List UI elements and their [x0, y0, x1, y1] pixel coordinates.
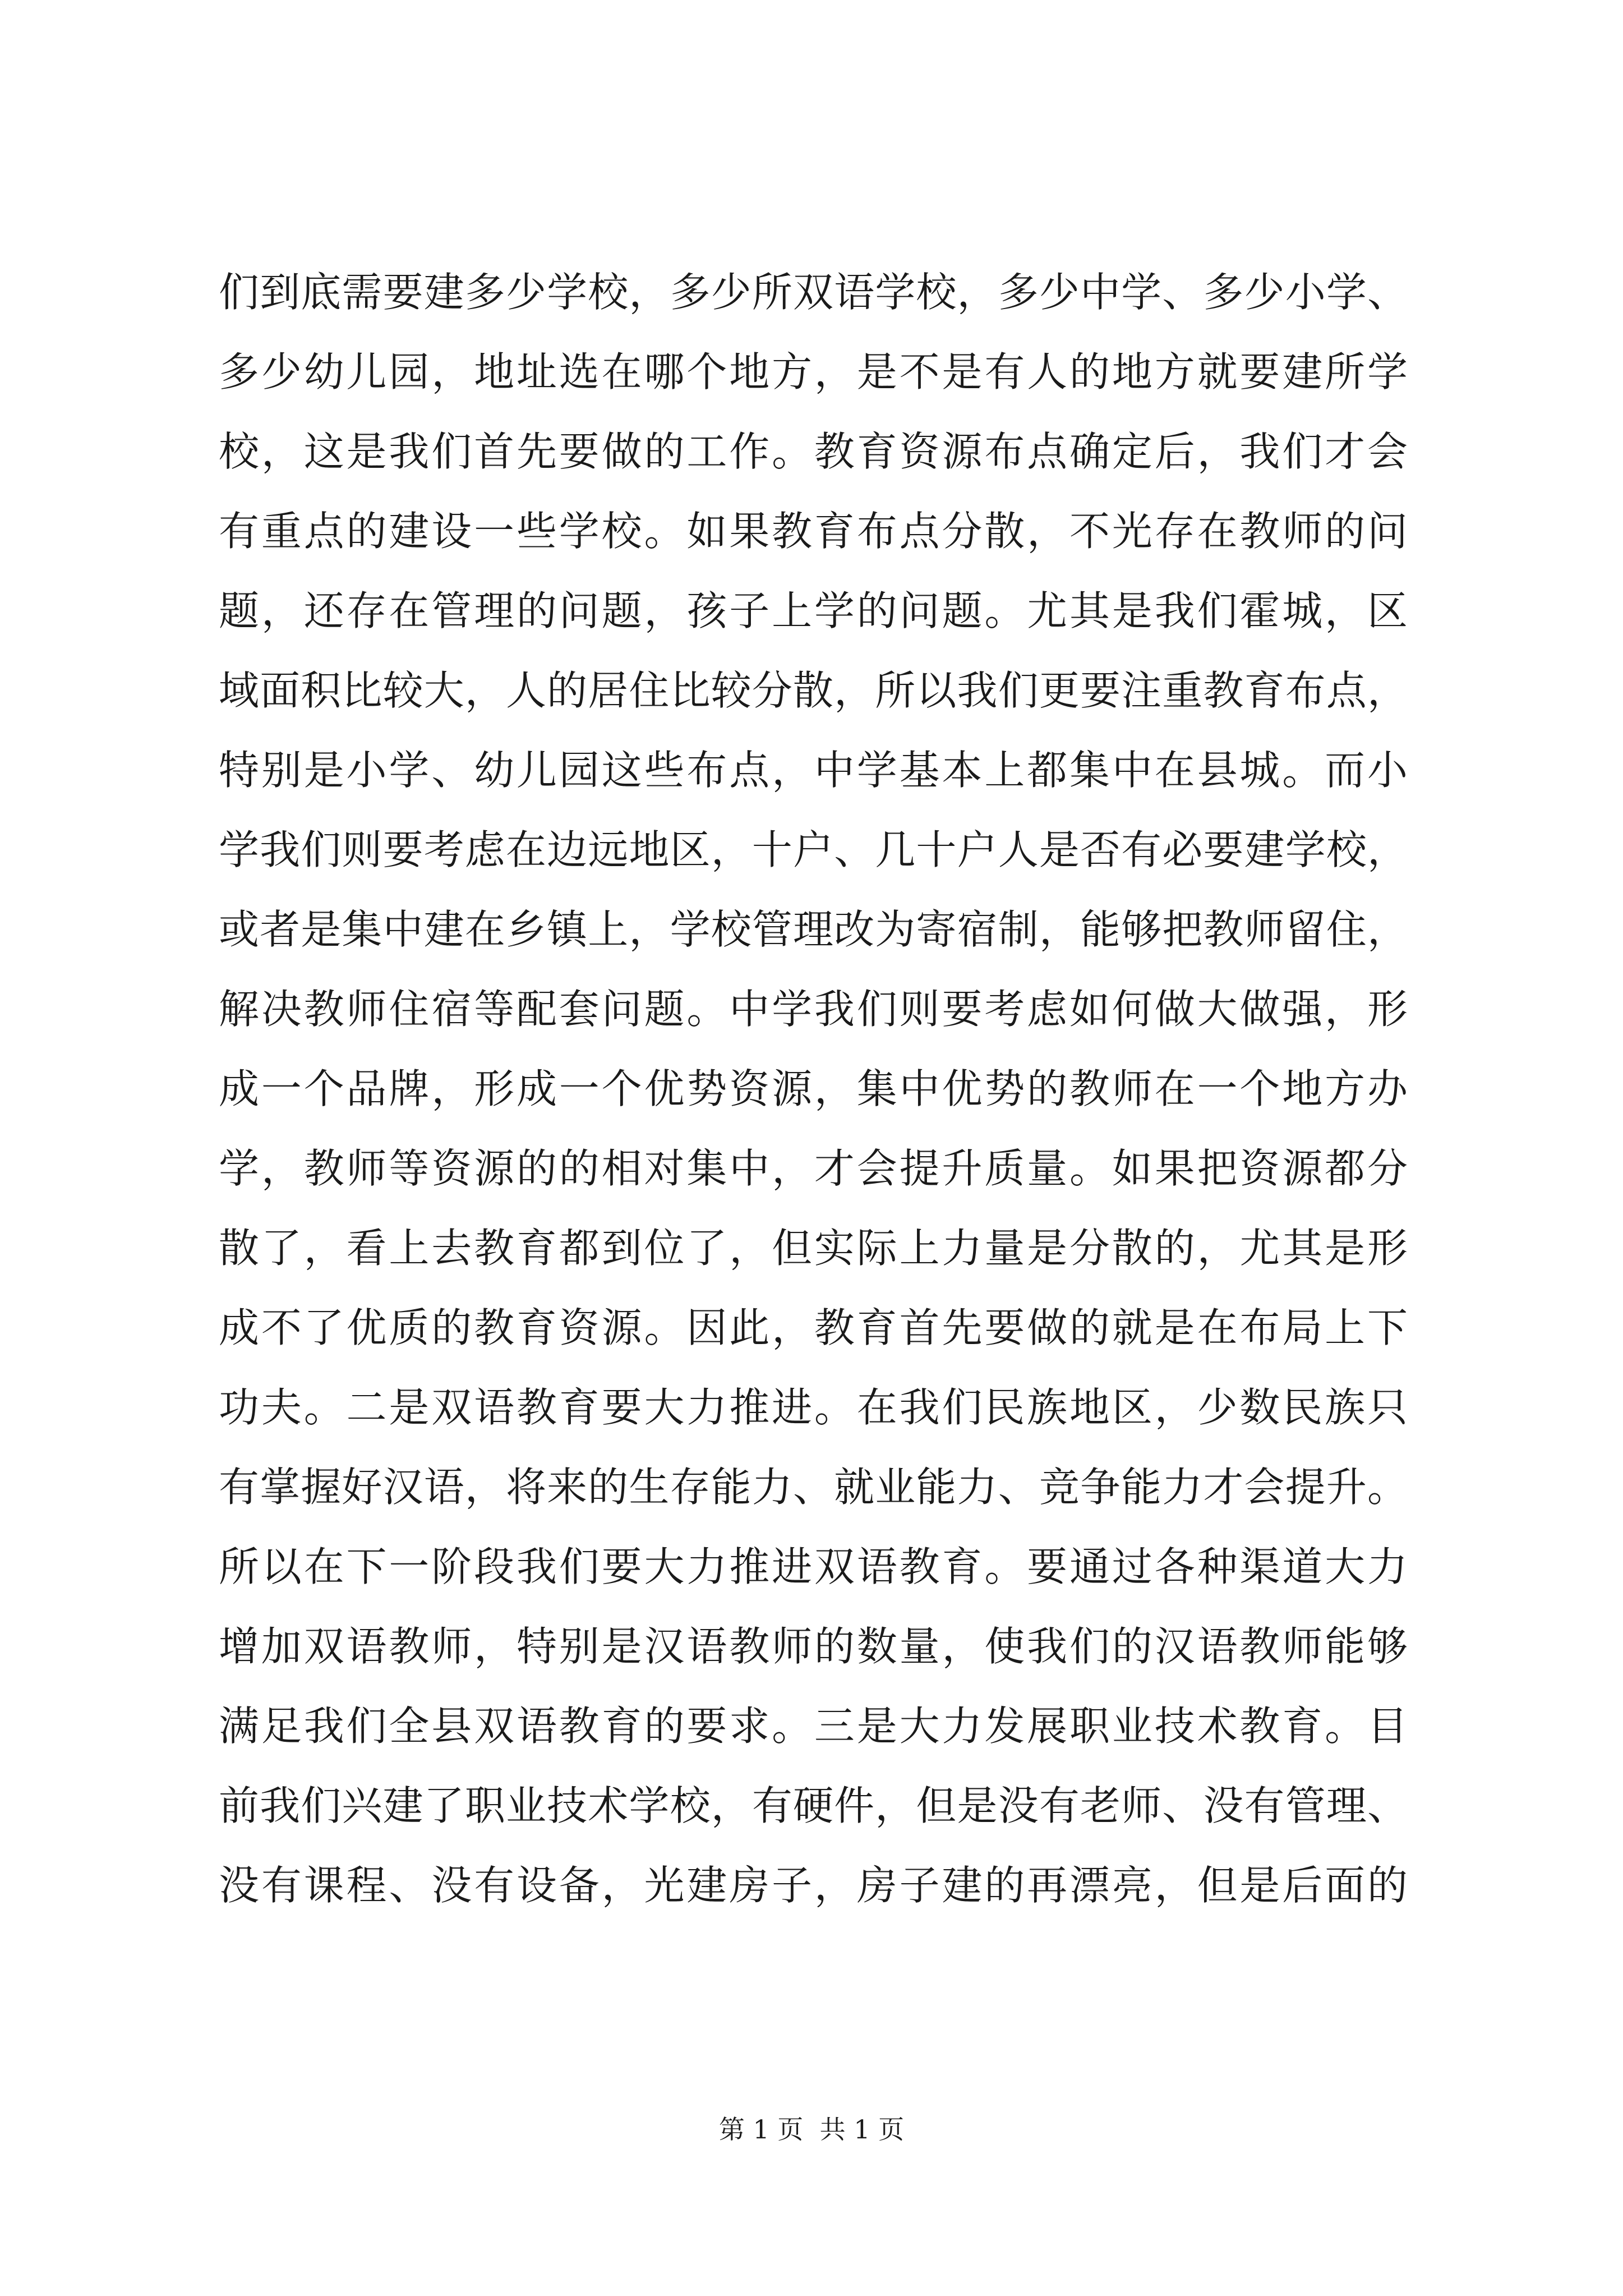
text-line: 满足我们全县双语教育的要求。三是大力发展职业技术教育。目 [219, 1703, 1408, 1750]
text-line: 们到底需要建多少学校，多少所双语学校，多少中学、多少小学、 [219, 269, 1408, 316]
text-line: 功夫。二是双语教育要大力推进。在我们民族地区，少数民族只 [219, 1384, 1408, 1431]
text-line: 校，这是我们首先要做的工作。教育资源布点确定后，我们才会 [219, 428, 1408, 475]
text-line: 特别是小学、幼儿园这些布点，中学基本上都集中在县城。而小 [219, 747, 1408, 794]
text-line: 散了，看上去教育都到位了，但实际上力量是分散的，尤其是形 [219, 1225, 1408, 1272]
text-line: 多少幼儿园，地址选在哪个地方，是不是有人的地方就要建所学 [219, 348, 1408, 395]
body-paragraph [219, 252, 1408, 1925]
text-line: 域面积比较大，人的居住比较分散，所以我们更要注重教育布点， [219, 667, 1408, 714]
text-line: 有重点的建设一些学校。如果教育布点分散，不光存在教师的问 [219, 508, 1408, 555]
text-line: 没有课程、没有设备，光建房子，房子建的再漂亮，但是后面的 [219, 1862, 1408, 1909]
text-line: 学我们则要考虑在边远地区，十户、几十户人是否有必要建学校， [219, 826, 1408, 873]
text-line: 解决教师住宿等配套问题。中学我们则要考虑如何做大做强，形 [219, 986, 1408, 1033]
text-line: 题，还存在管理的问题，孩子上学的问题。尤其是我们霍城，区 [219, 587, 1408, 634]
text-line: 学，教师等资源的的相对集中，才会提升质量。如果把资源都分 [219, 1145, 1408, 1192]
text-line: 成一个品牌，形成一个优势资源，集中优势的教师在一个地方办 [219, 1065, 1408, 1112]
text-line: 有掌握好汉语，将来的生存能力、就业能力、竞争能力才会提升。 [219, 1464, 1408, 1511]
text-line: 前我们兴建了职业技术学校，有硬件，但是没有老师、没有管理、 [219, 1782, 1408, 1829]
page-number-footer: 第 1 页 共 1 页 [718, 2114, 905, 2145]
text-line: 成不了优质的教育资源。因此，教育首先要做的就是在布局上下 [219, 1304, 1408, 1351]
text-line: 所以在下一阶段我们要大力推进双语教育。要通过各种渠道大力 [219, 1543, 1408, 1590]
text-line: 或者是集中建在乡镇上，学校管理改为寄宿制，能够把教师留住， [219, 906, 1408, 953]
text-line: 增加双语教师，特别是汉语教师的数量，使我们的汉语教师能够 [219, 1623, 1408, 1670]
